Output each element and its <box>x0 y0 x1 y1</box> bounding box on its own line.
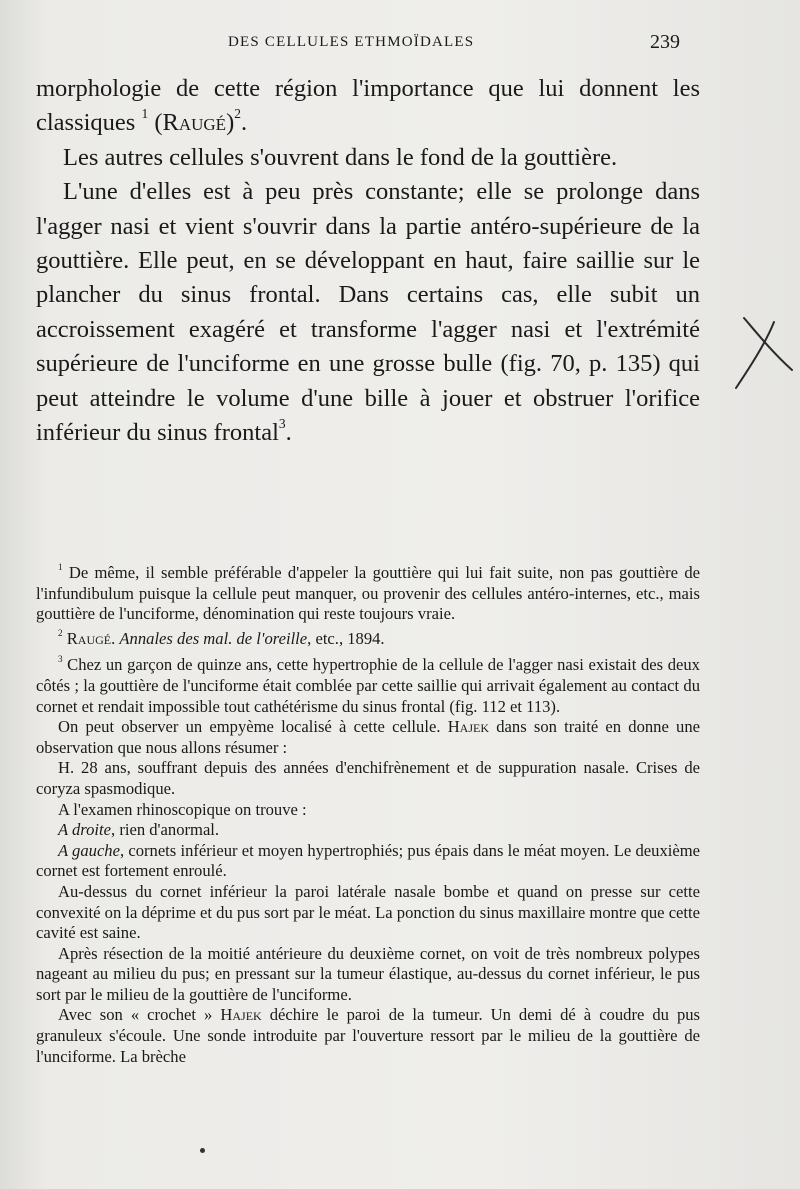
running-title: DES CELLULES ETHMOÏDALES <box>228 34 475 50</box>
footnotes <box>36 563 700 1067</box>
footnote-3-para-5: A droite, rien d'anormal. <box>58 820 220 840</box>
footnote-3: $^3$ Chez un garçon de quinze ans, cette hypertrophie de la cellule de l'agger nasi existait des deux côtés ; la gouttière de l'unciforme était comblée par cette saillie qui arrivait également au contact du cornet et rendait impossible tout cathétérisme du sinus frontal (fig. 112 et 113). <box>36 654 700 716</box>
paragraph-3: L'une d'elles est à peu près constante; elle se prolonge dans l'agger nasi et vient s'ouvrir dans la partie antéro-supérieure de la gouttière. Elle peut, en se développant en haut, faire saillie sur le plancher du sinus frontal. Dans certains cas, elle subit un accroissement exagéré et transforme l'agger nasi et l'extrémité supérieure de l'unciforme en une grosse bulle (fig. 70, p. 135) qui peut atteindre le volume d'une bille à jouer et obstruer l'orifice inférieur du sinus frontal$^3$. <box>36 178 700 447</box>
footnote-3-para-2: On peut observer un empyème localisé à cette cellule. Hajek dans son traité en donne une observation que nous allons résumer : <box>36 717 700 757</box>
footnote-3-para-7: Au-dessus du cornet inférieur la paroi latérale nasale bombe et quand on presse sur cette convexité on la déprime et du pus sort par le méat. La ponction du sinus maxillaire montre que cette cavité est saine. <box>36 881 701 943</box>
footnote-2: $^2$ Raugé. Annales des mal. de l'oreille, etc., 1894. <box>58 627 385 648</box>
print-speck <box>200 1148 205 1153</box>
page-number: 239 <box>650 31 680 53</box>
footnote-3-para-8: Après résection de la moitié antérieure du deuxième cornet, on voit de très nombreux polypes nageant au milieu du pus; en pressant sur la tumeur élastique, au-dessus du cornet inférieur, le pus sort par le milieu de la gouttière de l'unciforme. <box>36 943 700 1004</box>
footnote-3-para-4: A l'examen rhinoscopique on trouve : <box>58 799 307 819</box>
handwritten-x-mark <box>734 312 798 392</box>
footnote-1: $^1$ De même, il semble préférable d'appeler la gouttière qui lui fait suite, non pas gouttière de l'infundibulum puisque la cellule peut manquer, ou provenir des cellules antéro-internes, etc., mais gouttière de l'unciforme, dénomination qui reste toujours vraie. <box>36 561 700 624</box>
footnote-ref-2: 2 <box>234 106 241 122</box>
footnote-3-para-3: H. 28 ans, souffrant depuis des années d'enchifrènement et de suppuration nasale. Crises de coryza spasmodique. <box>36 758 700 798</box>
footnote-ref-1: 1 <box>141 106 149 122</box>
running-head <box>0 31 800 58</box>
paragraph-2: Les autres cellules s'ouvrent dans le fond de la gouttière. <box>63 143 618 171</box>
footnote-ref-3: 3 <box>278 415 286 431</box>
author-rauge: Raugé <box>162 109 227 137</box>
main-text <box>36 72 700 450</box>
paragraph-1: morphologie de cette région l'importance que lui donnent les classiques $^1$ (Raugé)$^2$. <box>36 75 700 137</box>
footnote-3-para-9: Avec son « crochet » Hajek déchire le paroi de la tumeur. Un demi dé à coudre du pus granuleux s'écoule. Une sonde introduite par l'ouverture ressort par le milieu de la gouttière de l'unciforme. La brèche <box>36 1005 701 1066</box>
footnote-3-para-6: A gauche, cornets inférieur et moyen hypertrophiés; pus épais dans le méat moyen. Le deuxième cornet est fortement enroulé. <box>36 840 700 881</box>
